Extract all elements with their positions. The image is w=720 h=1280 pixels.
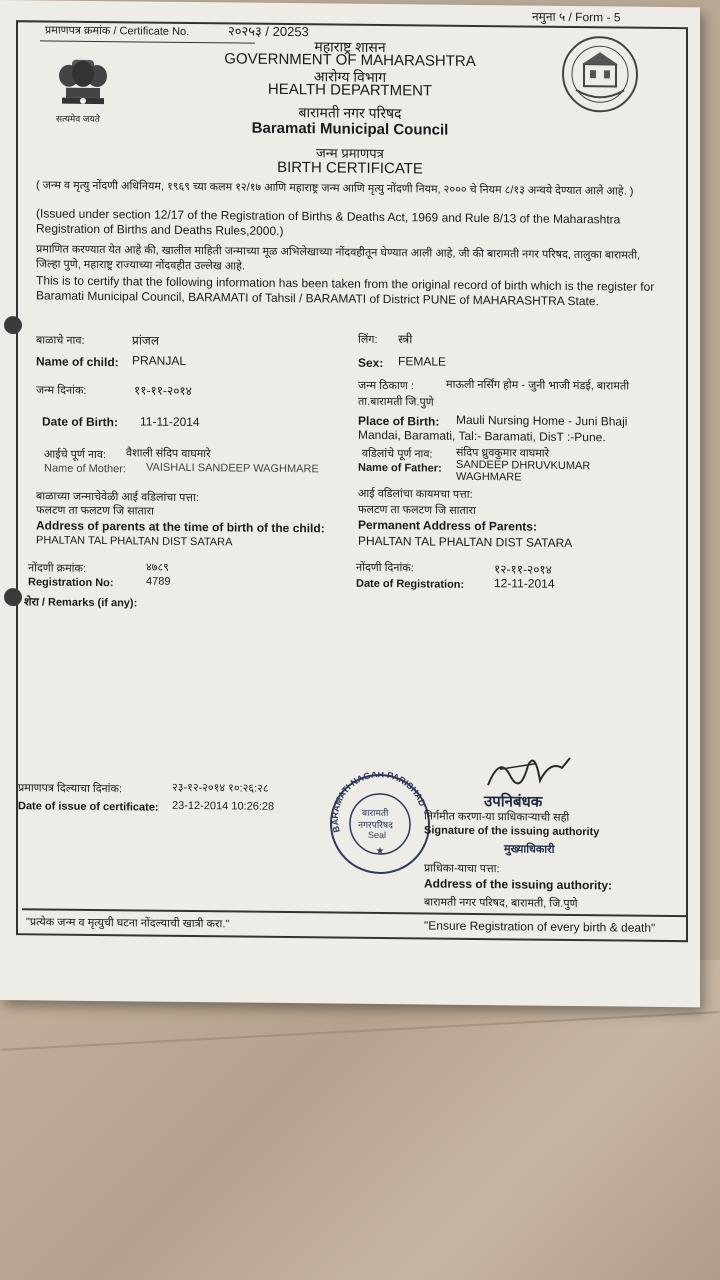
- sex-value: FEMALE: [398, 354, 447, 369]
- reg-date-label: Date of Registration:: [356, 577, 465, 591]
- footer-slogan-en: "Ensure Registration of every birth & death": [424, 918, 656, 935]
- child-name-mr-label: बाळाचे नाव:: [36, 334, 85, 347]
- reg-no-label: Registration No:: [28, 576, 114, 590]
- seal-center-2: नगरपरिषद: [358, 819, 393, 831]
- header-council-mr: बारामती नगर परिषद: [298, 104, 402, 122]
- title-mr: जन्म प्रमाणपत्र: [316, 145, 384, 162]
- reg-date-mr-label: नोंदणी दिनांक:: [356, 561, 414, 575]
- dob-value: 11-11-2014: [140, 414, 200, 430]
- authority-signature-mr: निर्गमीत करणा-या प्राधिकार्‍याची सही: [424, 810, 570, 824]
- issue-date-value: 23-12-2014 10:26:28: [172, 799, 275, 813]
- certificate-number-label: प्रमाणपत्र क्रमांक / Certificate No.: [45, 24, 190, 38]
- addr-birth-mr-value: फलटण ता फलटण जि सातारा: [36, 504, 154, 518]
- svg-text:★: ★: [375, 845, 385, 858]
- sex-mr-label: लिंग:: [358, 333, 378, 346]
- issue-date-label: Date of issue of certificate:: [18, 800, 159, 814]
- addr-perm-mr-value: फलटण ता फलटण जि सातारा: [358, 503, 476, 517]
- seal-center-1: बारामती: [362, 807, 389, 819]
- reg-no-value: 4789: [146, 575, 171, 588]
- national-emblem-icon: [52, 56, 114, 129]
- certify-text-mr: प्रमाणित करण्यात येत आहे की, खालील माहिती जन्माच्या मूळ अभिलेखाच्या नोंदवहीतून घेण्यात आली आहे, जी की बारामती नगर परिषद, तालुका बारामती, जिल्हा पुणे, महाराष्ट्र राज्याच्या नोंदवहीत उल्लेख आहे.: [36, 243, 641, 273]
- pob-label: Place of Birth:: [358, 413, 440, 429]
- pob-mr-label: जन्म ठिकाण :: [358, 379, 414, 393]
- seal-center-3: Seal: [368, 829, 387, 841]
- sex-mr-value: स्त्री: [398, 332, 413, 347]
- header-council-en: Baramati Municipal Council: [251, 119, 449, 139]
- reg-date-mr-value: १२-११-२०१४: [494, 562, 552, 577]
- emblem-motto: सत्यमेव जयते: [56, 113, 100, 125]
- reg-date-value: 12-11-2014: [494, 576, 555, 591]
- registrar-stamp: उपनिबंधक: [484, 793, 543, 811]
- authority-address-mr-label: प्राधिका-याचा पत्ता:: [424, 862, 500, 876]
- child-name-label: Name of child:: [36, 354, 119, 370]
- council-logo-icon: [560, 34, 640, 115]
- addr-birth-mr-label: बाळाच्या जन्माचेवेळी आई वडिलांचा पत्ता:: [36, 490, 199, 505]
- father-mr-label: वडिलांचे पूर्ण नाव:: [362, 447, 433, 461]
- addr-perm-label: Permanent Address of Parents:: [358, 517, 537, 534]
- mother-mr-value: वैशाली संदिप वाघमारे: [126, 447, 211, 461]
- footer-slogan-mr: "प्रत्येक जन्म व मृत्युची घटना नोंदल्याची खात्री करा.": [26, 916, 230, 931]
- reg-no-mr-label: नोंदणी क्रमांक:: [28, 562, 87, 575]
- issue-date-mr-value: २३-१२-२०१४ १०:२६:२८: [172, 781, 269, 795]
- header-dept-mr: आरोग्य विभाग: [313, 68, 387, 86]
- authority-signature-en: Signature of the issuing authority: [424, 824, 600, 839]
- reg-no-mr-value: ४७८९: [146, 561, 169, 574]
- mother-value: VAISHALI SANDEEP WAGHMARE: [146, 461, 319, 476]
- addr-perm-mr-label: आई वडिलांचा कायमचा पत्ता:: [358, 487, 473, 501]
- pob-mr-value-1: माऊली नर्सिंग होम - जुनी भाजी मंडई, बारामती: [446, 378, 630, 393]
- title-en: BIRTH CERTIFICATE: [277, 158, 423, 178]
- header-dept-en: HEALTH DEPARTMENT: [267, 80, 433, 100]
- dob-mr-label: जन्म दिनांक:: [36, 384, 87, 397]
- child-name-value: PRANJAL: [132, 353, 187, 368]
- issued-under-en: (Issued under section 12/17 of the Registration of Births & Deaths Act, 1969 and Rule 8/13 of the Maharashtra Registration of Births and Deaths Rules,2000.): [36, 206, 621, 238]
- floor-background: [0, 960, 720, 1280]
- child-name-mr-value: प्रांजल: [132, 333, 159, 348]
- mother-label: Name of Mother:: [44, 462, 126, 476]
- father-label: Name of Father:: [358, 461, 442, 475]
- header-gov-en: GOVERNMENT OF MAHARASHTRA: [224, 50, 476, 70]
- authority-address-value: बारामती नगर परिषद, बारामती, जि.पुणे: [424, 896, 578, 911]
- father-value-1: SANDEEP DHRUVKUMAR: [456, 458, 591, 473]
- issued-under-mr: ( जन्म व मृत्यु नोंदणी अधिनियम, १९६९ च्या कलम १२/१७ आणि महाराष्ट्र जन्म आणि मृत्यु नोंदणी नियम, २००० चे नियम ८/१३ अन्वये देण्यात आले आहे. ): [36, 179, 634, 198]
- council-seal: [328, 771, 432, 876]
- father-mr-value: संदिप ध्रुवकुमार वाघमारे: [456, 446, 550, 460]
- pob-value-1: Mauli Nursing Home - Juni Bhaji: [456, 412, 628, 429]
- dob-label: Date of Birth:: [42, 414, 118, 430]
- addr-birth-value: PHALTAN TAL PHALTAN DIST SATARA: [36, 534, 233, 549]
- certificate-number-value: २०२५३ / 20253: [228, 23, 309, 40]
- seal-ring-text: BARAMATI NAGAR PARISHAD: [329, 771, 428, 834]
- mother-mr-label: आईचे पूर्ण नाव:: [44, 448, 107, 462]
- authority-address-label: Address of the issuing authority:: [424, 876, 613, 893]
- punch-hole-top: [4, 316, 22, 334]
- dob-mr-value: ११-११-२०१४: [134, 383, 192, 399]
- issue-date-mr-label: प्रमाणपत्र दिल्याचा दिनांक:: [18, 782, 122, 796]
- addr-birth-label: Address of parents at the time of birth of the child:: [36, 518, 325, 536]
- pob-value-2: Mandai, Baramati, Tal:- Baramati, DisT :-Pune.: [358, 427, 606, 445]
- certify-text-en: This is to certify that the following information has been taken from the original record of birth which is the register for Baramati Municipal Council, BARAMATI of Tahsil / BARAMATI of District PUNE of MAHARASHTRA State.: [36, 273, 655, 309]
- form-number: नमुना ५ / Form - 5: [532, 9, 621, 25]
- header-gov-mr: महाराष्ट्र शासन: [314, 38, 386, 56]
- father-value-2: WAGHMARE: [456, 470, 522, 484]
- pob-mr-value-2: ता.बारामती जि.पुणे: [358, 395, 434, 409]
- authority-stamp: मुख्याधिकारी: [504, 843, 555, 856]
- remarks-label: शेरा / Remarks (if any):: [24, 596, 138, 610]
- sex-label: Sex:: [358, 355, 384, 371]
- punch-hole-bottom: [4, 588, 22, 606]
- addr-perm-value: PHALTAN TAL PHALTAN DIST SATARA: [358, 533, 573, 550]
